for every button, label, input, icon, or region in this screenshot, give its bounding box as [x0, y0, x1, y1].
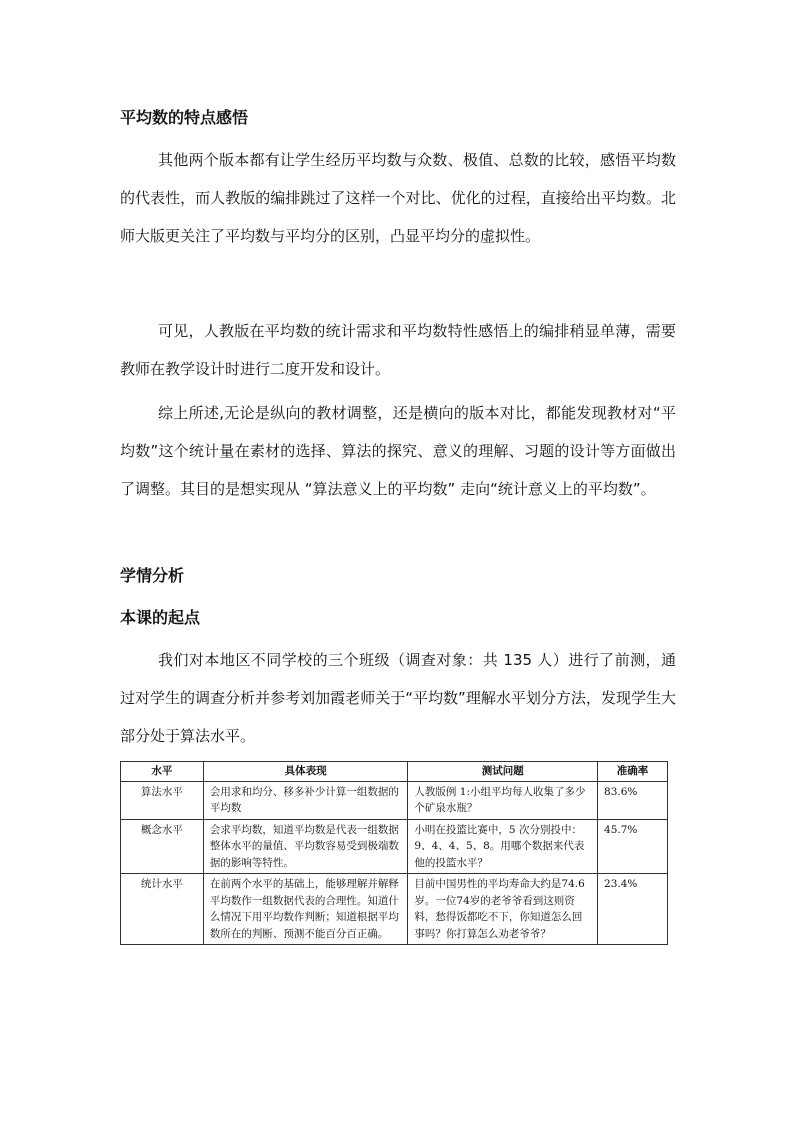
table-header-row: [121, 762, 668, 782]
section-heading-analysis: 学情分析: [120, 566, 185, 585]
cell-level: 概念水平: [121, 819, 204, 874]
header-accuracy: 准确率: [598, 762, 668, 782]
cell-performance: 在前两个水平的基础上，能够理解并解释平均数作一组数据代表的合理性。知道什么情况下用平均数作判断；知道根据平均数所在的判断、预测不能百分百正确。: [203, 874, 408, 945]
cell-accuracy: 45.7%: [598, 819, 668, 874]
paragraph-features-3: 综上所述,无论是纵向的教材调整，还是横向的版本对比，都能发现教材对“平均数”这个统计量在素材的选择、算法的探究、意义的理解、习题的设计等方面做出了调整。其目的是想实现从 “算法意义上的平均数” 走向“统计意义上的平均数”。: [120, 404, 676, 498]
cell-test-question: 目前中国男性的平均寿命大约是74.6岁。一位74岁的老爷爷看到这则资料，愁得饭都吃不下，你知道怎么回事吗？你打算怎么劝老爷爷？: [408, 874, 598, 945]
table-row: [121, 781, 668, 819]
cell-test-question: 人教版例 1:小组平均每人收集了多少个矿泉水瓶？: [408, 781, 598, 819]
cell-performance: 会用求和均分、移多补少计算一组数据的平均数: [203, 781, 408, 819]
header-test-question: 测试问题: [408, 762, 598, 782]
cell-accuracy: 23.4%: [598, 874, 668, 945]
cell-level: 统计水平: [121, 874, 204, 945]
section-heading-start: 本课的起点: [120, 608, 201, 627]
paragraph-features-1: 其他两个版本都有让学生经历平均数与众数、极值、总数的比较，感悟平均数的代表性，而人教版的编排跳过了这样一个对比、优化的过程，直接给出平均数。北师大版更关注了平均数与平均分的区别，凸显平均分的虚拟性。: [120, 151, 676, 245]
understanding-levels-table: [120, 761, 668, 945]
paragraph-start-1: 我们对本地区不同学校的三个班级（调查对象：共 135 人）进行了前测，通过对学生的调查分析并参考刘加霞老师关于“平均数”理解水平划分方法，发现学生大部分处于算法水平。: [120, 651, 676, 745]
header-performance: 具体表现: [203, 762, 408, 782]
table-row: [121, 874, 668, 945]
cell-performance: 会求平均数，知道平均数是代表一组数据整体水平的量值、平均数容易受到极端数据的影响等特性。: [203, 819, 408, 874]
paragraph-features-2: 可见，人教版在平均数的统计需求和平均数特性感悟上的编排稍显单薄，需要教师在教学设计时进行二度开发和设计。: [120, 322, 676, 378]
cell-accuracy: 83.6%: [598, 781, 668, 819]
cell-level: 算法水平: [121, 781, 204, 819]
section-heading-features: 平均数的特点感悟: [120, 108, 249, 127]
header-level: 水平: [121, 762, 204, 782]
table-row: [121, 819, 668, 874]
cell-test-question: 小明在投篮比赛中，5 次分别投中：9、4、4、5、8。用哪个数据来代表他的投篮水平？: [408, 819, 598, 874]
